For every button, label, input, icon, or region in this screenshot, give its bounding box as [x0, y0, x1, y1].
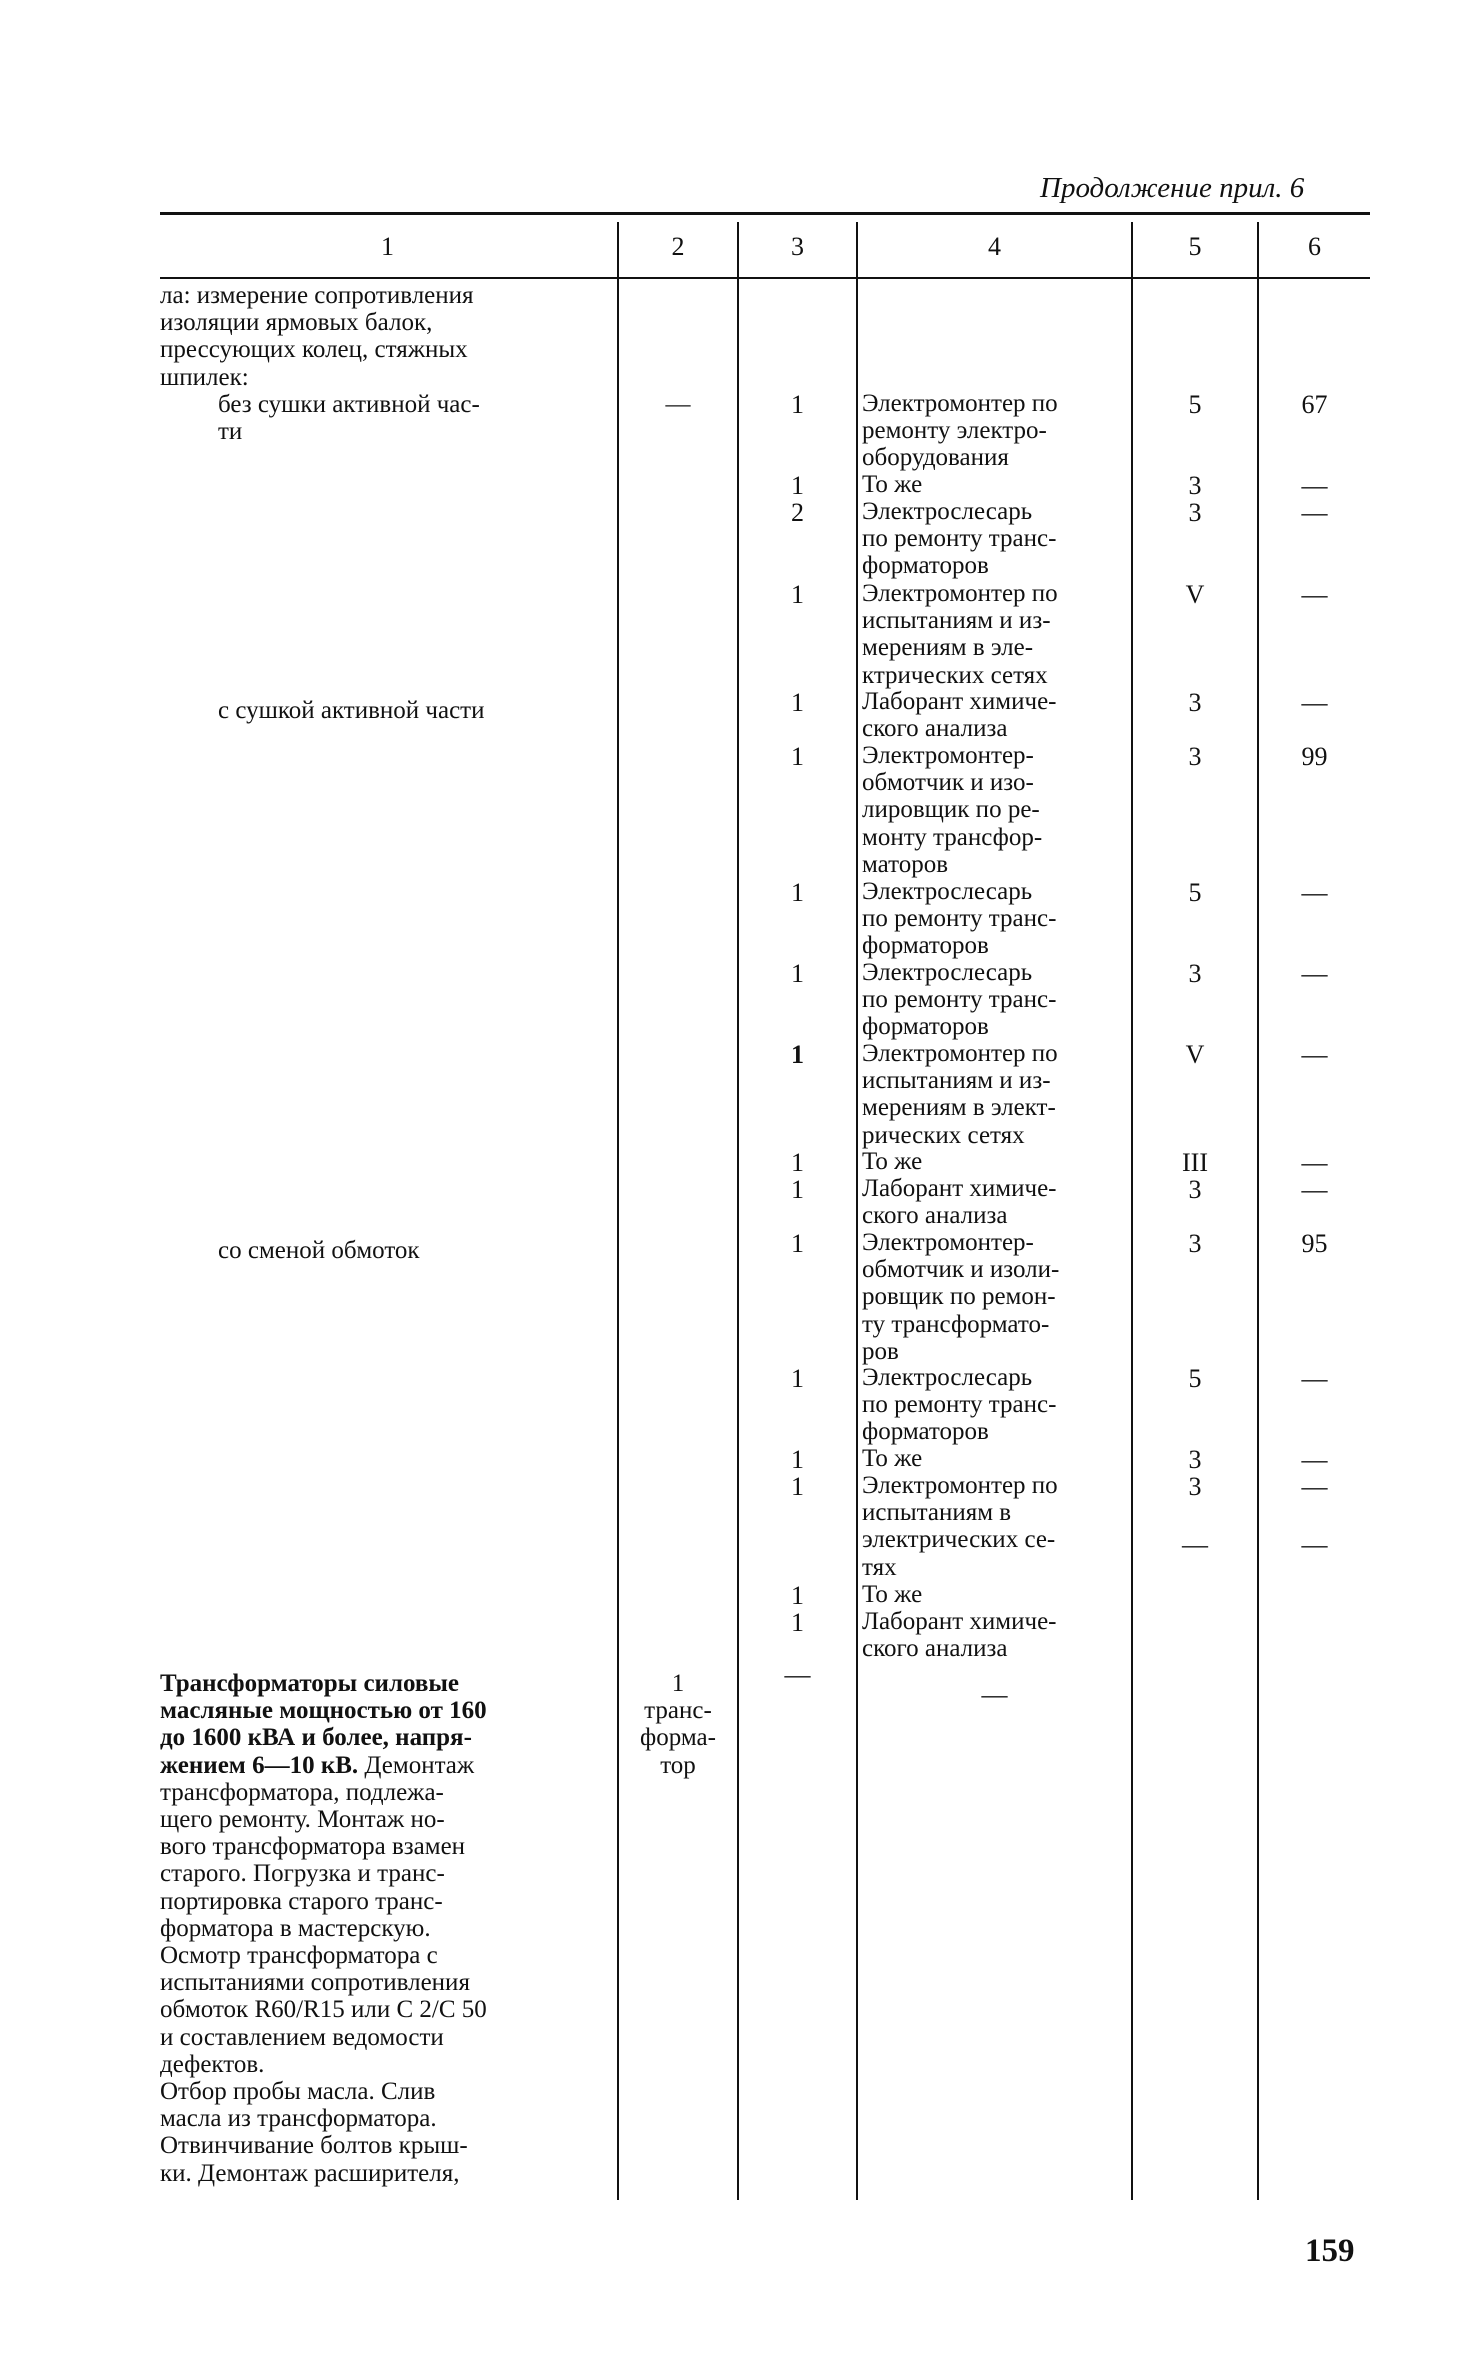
row-col6: 95: [1301, 1229, 1328, 1258]
row-col6: —: [1301, 1148, 1328, 1177]
column-number-4: 4: [988, 232, 1001, 261]
row-col6: —: [1301, 1445, 1328, 1474]
section-label-line: со сменой обмоток: [218, 1237, 420, 1264]
row-col6: —: [1301, 1530, 1328, 1559]
row-count: 1: [791, 742, 804, 771]
column-number-6: 6: [1308, 232, 1321, 261]
row-col6: —: [1301, 1040, 1328, 1069]
row-count: 1: [791, 1581, 804, 1610]
row-profession: Электрослесарь по ремонту транс- форматоров: [862, 959, 1057, 1041]
row-grade: 3: [1188, 959, 1202, 988]
transformer-text-line: вого трансформатора взамен: [160, 1833, 466, 1861]
transformer-text-line: щего ремонту. Монтаж но-: [160, 1806, 445, 1834]
row-count: 1: [791, 688, 804, 717]
transformer-text-line: дефектов.: [160, 2050, 265, 2078]
row-count: 1: [791, 390, 804, 419]
row-profession: Электромонтер по ремонту электро- оборудования: [862, 390, 1058, 472]
row-count: 1: [791, 1175, 804, 1204]
transformer-title-line: до 1600 кВА и более, напря-: [160, 1724, 472, 1752]
row-count: 1: [791, 1040, 804, 1069]
intro-text: [160, 282, 610, 391]
row-profession: То же: [862, 471, 923, 498]
row-grade: 5: [1188, 878, 1202, 907]
row-grade: —: [1182, 1530, 1208, 1559]
row-profession: Электромонтер по испытаниям в электрических се- тях: [862, 1472, 1058, 1581]
row-count: 1: [791, 1148, 804, 1177]
column-divider-3: [856, 222, 858, 2200]
intro-line: шпилек:: [160, 363, 249, 391]
transformer-text-line: и составлением ведомости: [160, 2023, 444, 2051]
row-col6: —: [1301, 580, 1328, 609]
row-grade: 5: [1188, 1364, 1202, 1393]
row-grade: 3: [1188, 688, 1202, 717]
transformer-col4: —: [981, 1680, 1008, 1709]
row-grade: 3: [1188, 1175, 1202, 1204]
row-profession: Электромонтер по испытаниям и из- мерениям в элект- рических сетях: [862, 1040, 1058, 1149]
row-col6: —: [1301, 959, 1328, 988]
section-label-line: с сушкой активной части: [218, 697, 485, 724]
row-col6: —: [1301, 1364, 1328, 1393]
row-col6: 99: [1301, 742, 1328, 771]
transformer-text-line: форматора в мастерскую.: [160, 1914, 431, 1942]
intro-line: ла: измерение сопротивления: [160, 282, 474, 309]
row-profession: Электрослесарь по ремонту транс- форматоров: [862, 1364, 1057, 1446]
row-grade: III: [1182, 1148, 1208, 1177]
row-profession: Лаборант химиче- ского анализа: [862, 1175, 1057, 1230]
transformer-text-line: испытаниями сопротивления: [160, 1969, 470, 1997]
transformer-text-line: старого. Погрузка и транс-: [160, 1860, 445, 1888]
intro-line: прессующих колец, стяжных: [160, 336, 468, 364]
row-count: 1: [791, 959, 804, 988]
row-profession: Электромонтер по испытаниям и из- мерениям в эле- ктрических сетях: [862, 580, 1058, 689]
continuation-header: Продолжение прил. 6: [1040, 172, 1305, 204]
transformer-text-line: Осмотр трансформатора с: [160, 1942, 438, 1970]
table-top-rule: [160, 212, 1370, 215]
transformer-text-line: Отвинчивание болтов крыш-: [160, 2132, 468, 2160]
row-profession: То же: [862, 1148, 923, 1175]
column-divider-1: [617, 222, 619, 2200]
transformer-entry-text: [160, 1670, 610, 2187]
row-col6: 67: [1301, 390, 1328, 419]
section-label-line: без сушки активной час-: [218, 391, 480, 418]
row-count: 1: [791, 471, 804, 500]
transformer-text-line: ки. Демонтаж расширителя,: [160, 2159, 460, 2187]
section-without-drying-col2: —: [665, 391, 691, 418]
row-col6: —: [1301, 878, 1328, 907]
transformer-title-line: масляные мощностью от 160: [160, 1697, 487, 1725]
row-grade: 3: [1188, 1472, 1202, 1501]
row-grade: 3: [1188, 742, 1202, 771]
column-number-3: 3: [791, 232, 804, 261]
transformer-title-line: Трансформаторы силовые: [160, 1670, 459, 1697]
row-col6: —: [1301, 471, 1328, 500]
row-profession: То же: [862, 1581, 923, 1608]
transformer-text-line: трансформатора, подлежа-: [160, 1778, 444, 1806]
transformer-text-line: портировка старого транс-: [160, 1887, 443, 1915]
row-col6: —: [1301, 1472, 1328, 1501]
row-profession: Электромонтер- обмотчик и изоли- ровщик по ремон- ту трансформато- ров: [862, 1229, 1060, 1365]
row-count: 2: [791, 498, 804, 527]
row-col6: —: [1301, 1175, 1328, 1204]
row-count: 1: [791, 1472, 804, 1501]
row-col6: —: [1301, 688, 1328, 717]
row-grade: 3: [1188, 471, 1202, 500]
row-count: 1: [791, 1229, 804, 1258]
row-count: 1: [791, 1608, 804, 1637]
page-number: 159: [1305, 2233, 1355, 2269]
row-count: 1: [791, 1445, 804, 1474]
row-profession: Лаборант химиче- ского анализа: [862, 688, 1057, 743]
row-col6: —: [1301, 498, 1328, 527]
row-grade: V: [1185, 1040, 1205, 1069]
row-profession: Лаборант химиче- ского анализа: [862, 1608, 1057, 1663]
transformer-text-line: Отбор пробы масла. Слив: [160, 2078, 436, 2106]
row-count: 1: [791, 1364, 804, 1393]
section-winding-replacement: [218, 1237, 608, 1264]
section-without-drying: [218, 391, 608, 445]
transformer-text-line: обмоток R60/R15 или C 2/C 50: [160, 1996, 487, 2024]
row-grade: 5: [1188, 390, 1202, 419]
column-number-1: 1: [381, 232, 394, 261]
row-profession: То же: [862, 1445, 923, 1472]
intro-line: изоляции ярмовых балок,: [160, 309, 433, 337]
row-count: 1: [791, 580, 804, 609]
transformer-text-line: жением 6—10 кВ. Демонтаж: [160, 1751, 475, 1779]
header-bottom-rule: [160, 277, 1370, 279]
section-label-line: ти: [218, 418, 243, 446]
row-grade: 3: [1188, 1229, 1202, 1258]
row-grade: 3: [1188, 498, 1202, 527]
section-with-drying: [218, 697, 608, 724]
row-grade: V: [1185, 580, 1205, 609]
column-number-2: 2: [671, 232, 685, 261]
row-profession: Электрослесарь по ремонту транс- форматоров: [862, 878, 1057, 960]
transformer-text-line: масла из трансформатора.: [160, 2105, 437, 2133]
row-count: 1: [791, 878, 804, 907]
transformer-col3: —: [784, 1660, 811, 1689]
row-profession: Электрослесарь по ремонту транс- форматоров: [862, 498, 1057, 580]
row-profession: Электромонтер- обмотчик и изо- лировщик по ре- монту трансфор- маторов: [862, 742, 1043, 878]
transformer-unit: 1 транс- форма- тор: [640, 1670, 716, 1779]
row-grade: 3: [1188, 1445, 1202, 1474]
column-number-5: 5: [1188, 232, 1202, 261]
